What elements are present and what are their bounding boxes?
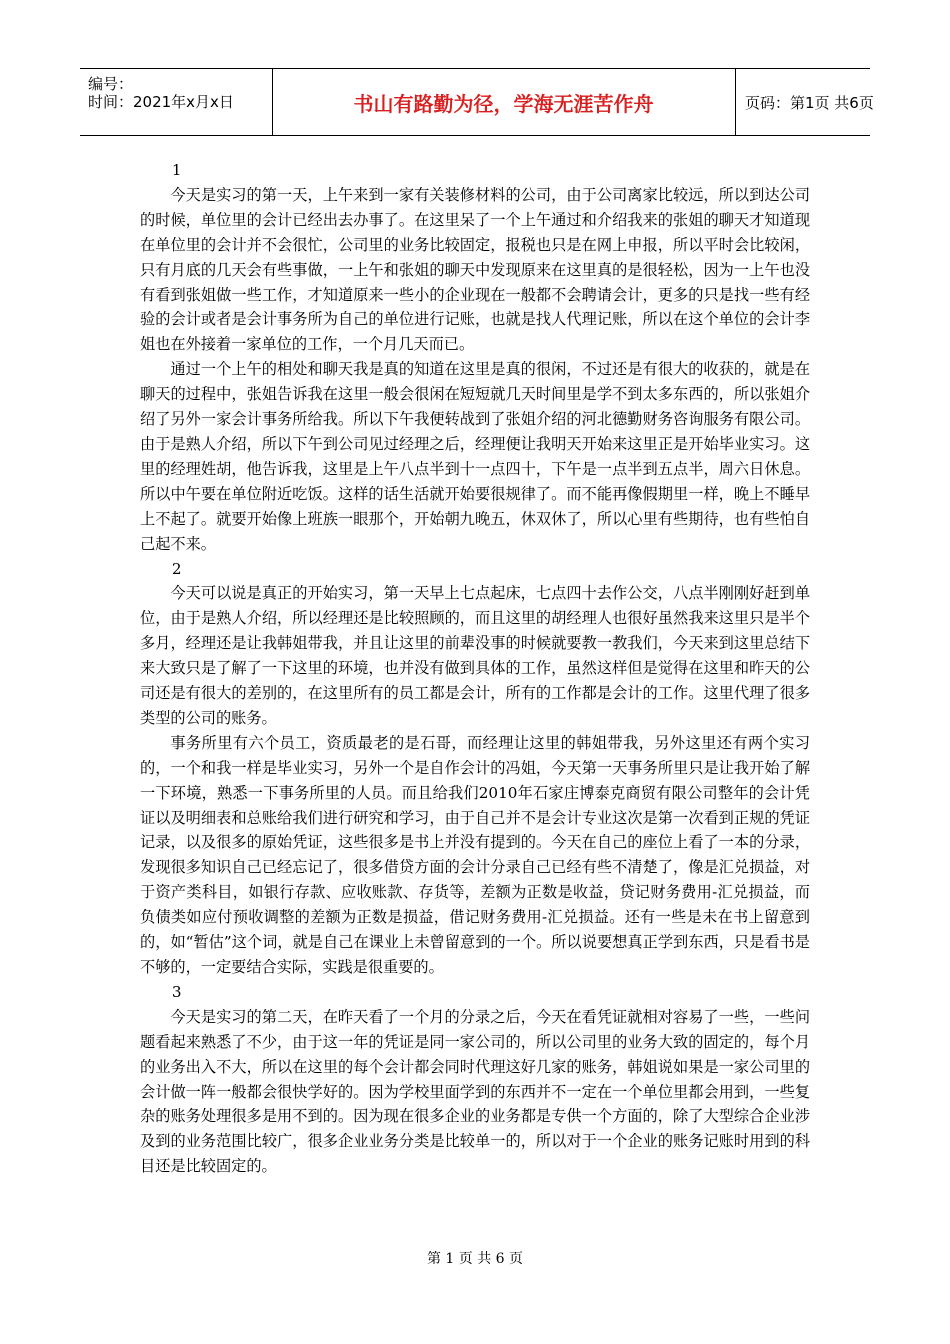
section-number: 3 <box>171 982 182 1001</box>
header-left-cell <box>80 69 273 135</box>
header-slogan-cell <box>272 69 736 135</box>
section-number: 1 <box>171 161 182 179</box>
body-paragraph: 今天是实习的第一天，上午来到一家有关装修材料的公司，由于公司离家比较远，所以到达公司的时候，单位里的会计已经出去办事了。在这里呆了一个上午通过和介绍我来的张姐的聊天才知道现在单位里的会计并不会很忙，公司里的业务比较固定，报税也只是在网上申报，所以平时会比较闲，只有月底的几天会有些事做，一上午和张姐的聊天中发现原来在这里真的是很轻松，因为一上午也没有看到张姐做一些工作，才知道原来一些小的企业现在一般都不会聘请会计，更多的只是找一些有经验的会计或者是会计事务所为自己的单位进行记账，也就是找人代理记账，所以在这个单位的会计李姐也在外接着一家单位的工作，一个月几天而已。 <box>140 185 810 354</box>
page-footer: 第 1 页 共 6 页 <box>426 1251 524 1267</box>
document-body <box>140 158 810 1179</box>
header-page-info: 页码：第1页 共6页 <box>745 93 874 112</box>
page-header <box>80 68 874 136</box>
body-paragraph: 今天是实习的第二天，在昨天看了一个月的分录之后，今天在看凭证就相对容易了一些，一些问题看起来熟悉了不少，由于这一年的凭证是同一家公司的，所以公司里的业务大致的固定的，每个月的业务出入不大，所以在这里的每个会计都会同时代理这好几家的账务，韩姐说如果是一家公司里的会计做一阵一般都会很快学好的。因为学校里面学到的东西并不一定在一个单位里都会用到，一些复杂的账务处理很多是用不到的。因为现在很多企业的业务都是专供一个方面的，除了大型综合企业涉及到的业务范围比较广，很多企业业务分类是比较单一的，所以对于一个企业的账务记账时用到的科目还是比较固定的。 <box>140 1007 810 1176</box>
document-number-label: 编号： <box>88 75 134 93</box>
body-paragraph: 事务所里有六个员工，资质最老的是石哥，而经理让这里的韩姐带我，另外这里还有两个实习的，一个和我一样是毕业实习，另外一个是自作会计的冯姐，今天第一天事务所里只是让我开始了解一下环境，熟悉一下事务所里的人员。而且给我们2010年石家庄博泰克商贸有限公司整年的会计凭证以及明细表和总账给我们进行研究和学习，由于自己并不是会计专业这次是第一次看到正规的凭证记录，以及很多的原始凭证，这些很多是书上并没有提到的。今天在自己的座位上看了一本的分录，发现很多知识自己已经忘记了，很多借贷方面的会计分录自己已经有些不清楚了，像是汇兑损益，对于资产类科目，如银行存款、应收账款、存货等，差额为正数是收益，贷记财务费用-汇兑损益，而负债类如应付预收调整的差额为正数是损益，借记财务费用-汇兑损益。还有一些是未在书上留意到的，如“暂估”这个词，就是自己在课业上未曾留意到的一个。所以说要想真正学到东西，只是看书是不够的，一定要结合实际，实践是很重要的。 <box>140 733 810 976</box>
header-slogan: 书山有路勤为径，学海无涯苦作舟 <box>353 91 654 116</box>
section-number: 2 <box>171 559 182 578</box>
body-paragraph: 今天可以说是真正的开始实习，第一天早上七点起床，七点四十去作公交，八点半刚刚好赶到单位，由于是熟人介绍，所以经理还是比较照顾的，而且这里的胡经理人也很好虽然我来这里只是半个多月，经理还是让我韩姐带我，并且让这里的前辈没事的时候就要教一教我们，今天来到这里总结下来大致只是了解了一下这里的环境，也并没有做到具体的工作，虽然这样但是觉得在这里和昨天的公司还是有很大的差别的，在这里所有的员工都是会计，所有的工作都是会计的工作。这里代理了很多类型的公司的账务。 <box>140 584 810 727</box>
header-page-info-cell <box>735 69 880 135</box>
body-paragraph: 通过一个上午的相处和聊天我是真的知道在这里是真的很闲，不过还是有很大的收获的，就是在聊天的过程中，张姐告诉我在这里一般会很闲在短短就几天时间里是学不到太多东西的，所以张姐介绍了另外一家会计事务所给我。所以下午我便转战到了张姐介绍的河北德勤财务咨询服务有限公司。由于是熟人介绍，所以下午到公司见过经理之后，经理便让我明天开始来这里正是开始毕业实习。这里的经理姓胡，他告诉我，这里是上午八点半到十一点四十，下午是一点半到五点半，周六日休息。所以中午要在单位附近吃饭。这样的话生活就开始要很规律了。而不能再像假期里一样，晚上不睡早上不起了。就要开始像上班族一眼那个，开始朝九晚五，休双休了，所以心里有些期待，也有些怕自己起不来。 <box>140 360 810 553</box>
document-time-label: 时间：2021年x月x日 <box>88 93 234 111</box>
